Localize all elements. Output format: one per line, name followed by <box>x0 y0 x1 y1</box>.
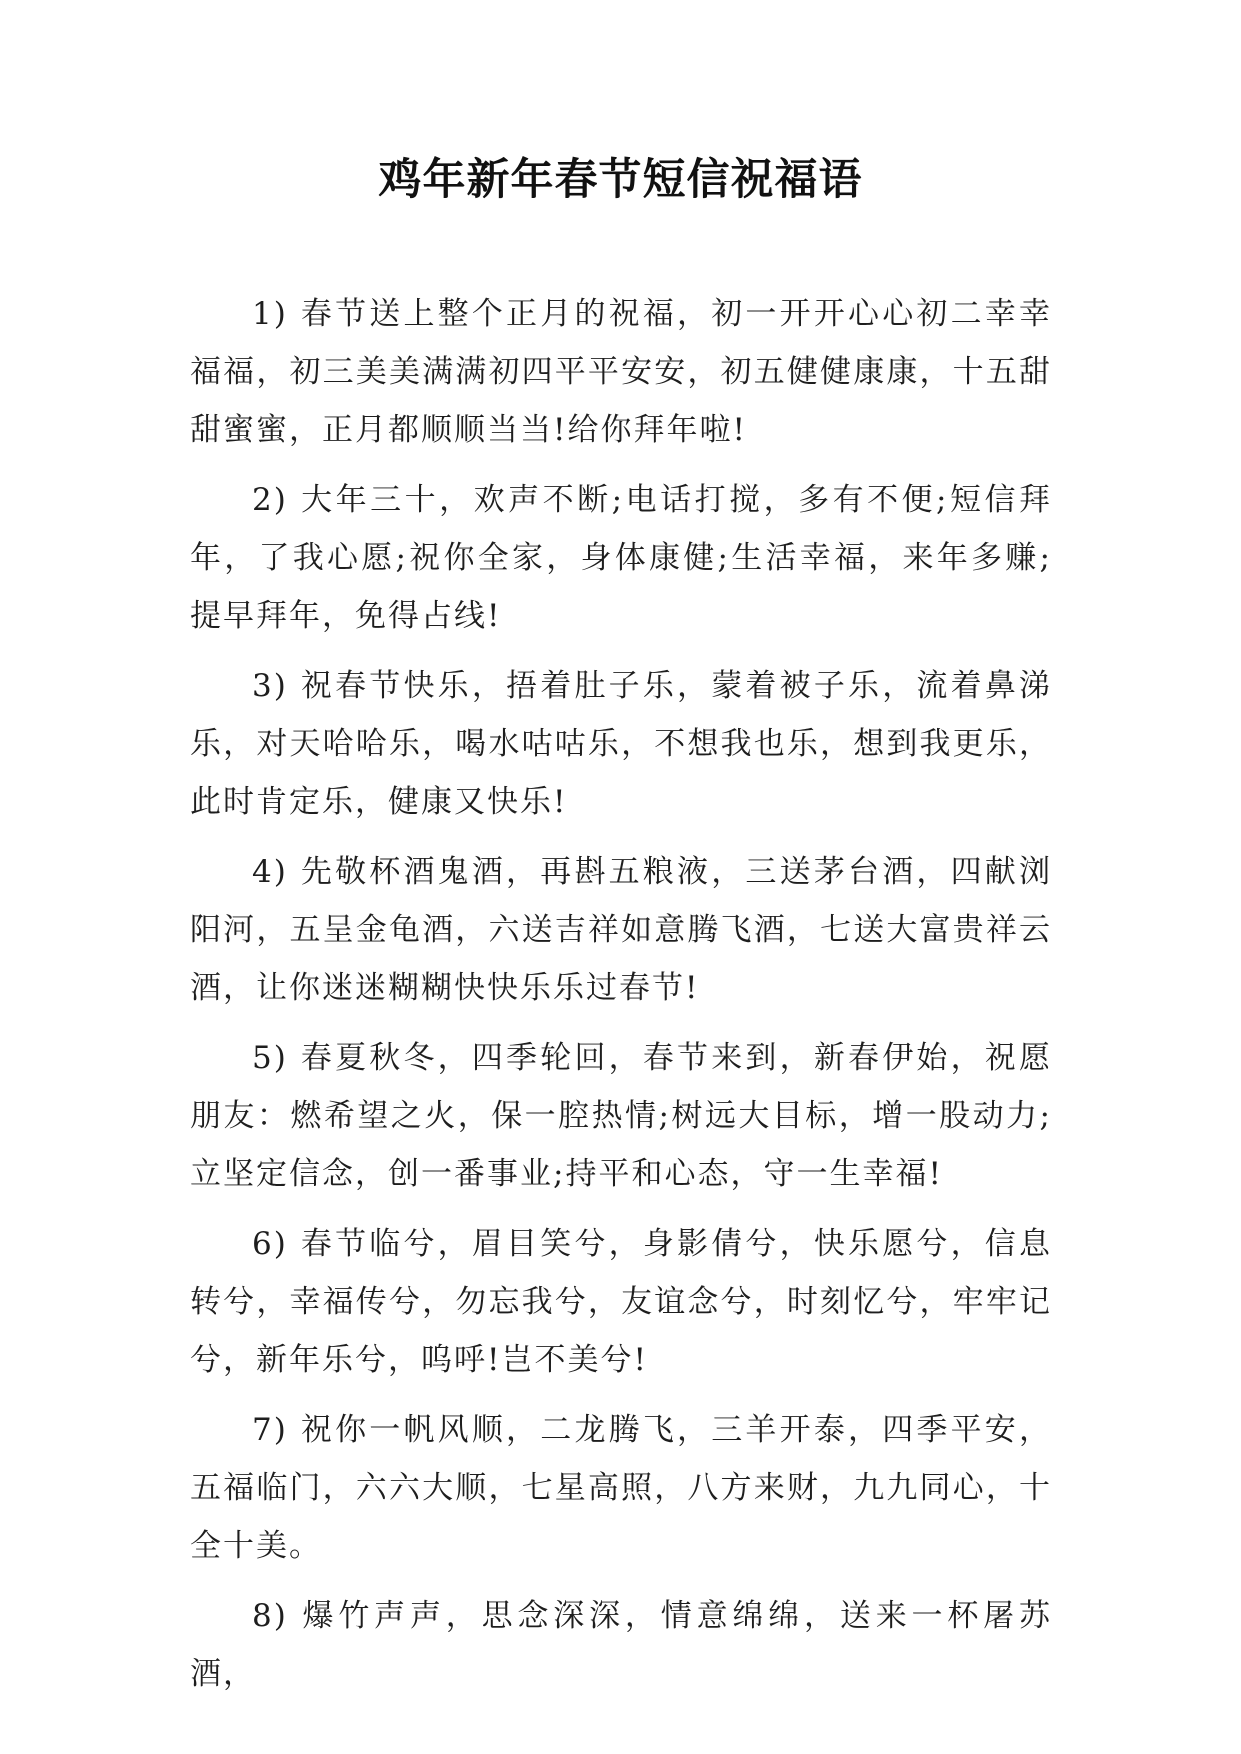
paragraph-4: 4) 先敬杯酒鬼酒，再斟五粮液，三送茅台酒，四献浏阳河，五呈金龟酒，六送吉祥如意腾飞酒，七送大富贵祥云酒，让你迷迷糊糊快快乐乐过春节! <box>190 854 1052 1006</box>
paragraph-2: 2) 大年三十，欢声不断;电话打搅，多有不便;短信拜年，了我心愿;祝你全家，身体康健;生活幸福，来年多赚;提早拜年，免得占线! <box>190 482 1052 634</box>
paragraph-5: 5) 春夏秋冬，四季轮回，春节来到，新春伊始，祝愿朋友：燃希望之火，保一腔热情;树远大目标，增一股动力;立坚定信念，创一番事业;持平和心态，守一生幸福! <box>190 1040 1052 1192</box>
paragraph-8: 8) 爆竹声声，思念深深，情意绵绵，送来一杯屠苏酒， <box>190 1598 1052 1692</box>
document-title: 鸡年新年春节短信祝福语 <box>378 155 863 205</box>
paragraph-1: 1) 春节送上整个正月的祝福，初一开开心心初二幸幸福福，初三美美满满初四平平安安，初五健健康康，十五甜甜蜜蜜，正月都顺顺当当!给你拜年啦! <box>190 296 1052 448</box>
document-body <box>190 285 1052 1715</box>
paragraph-3: 3) 祝春节快乐，捂着肚子乐，蒙着被子乐，流着鼻涕乐，对天哈哈乐，喝水咕咕乐，不想我也乐，想到我更乐，此时肯定乐，健康又快乐! <box>190 668 1052 820</box>
paragraph-7: 7) 祝你一帆风顺，二龙腾飞，三羊开泰，四季平安，五福临门，六六大顺，七星高照，八方来财，九九同心，十全十美。 <box>190 1412 1052 1564</box>
paragraph-6: 6) 春节临兮，眉目笑兮，身影倩兮，快乐愿兮，信息转兮，幸福传兮，勿忘我兮，友谊念兮，时刻忆兮，牢牢记兮，新年乐兮，呜呼!岂不美兮! <box>190 1226 1052 1378</box>
